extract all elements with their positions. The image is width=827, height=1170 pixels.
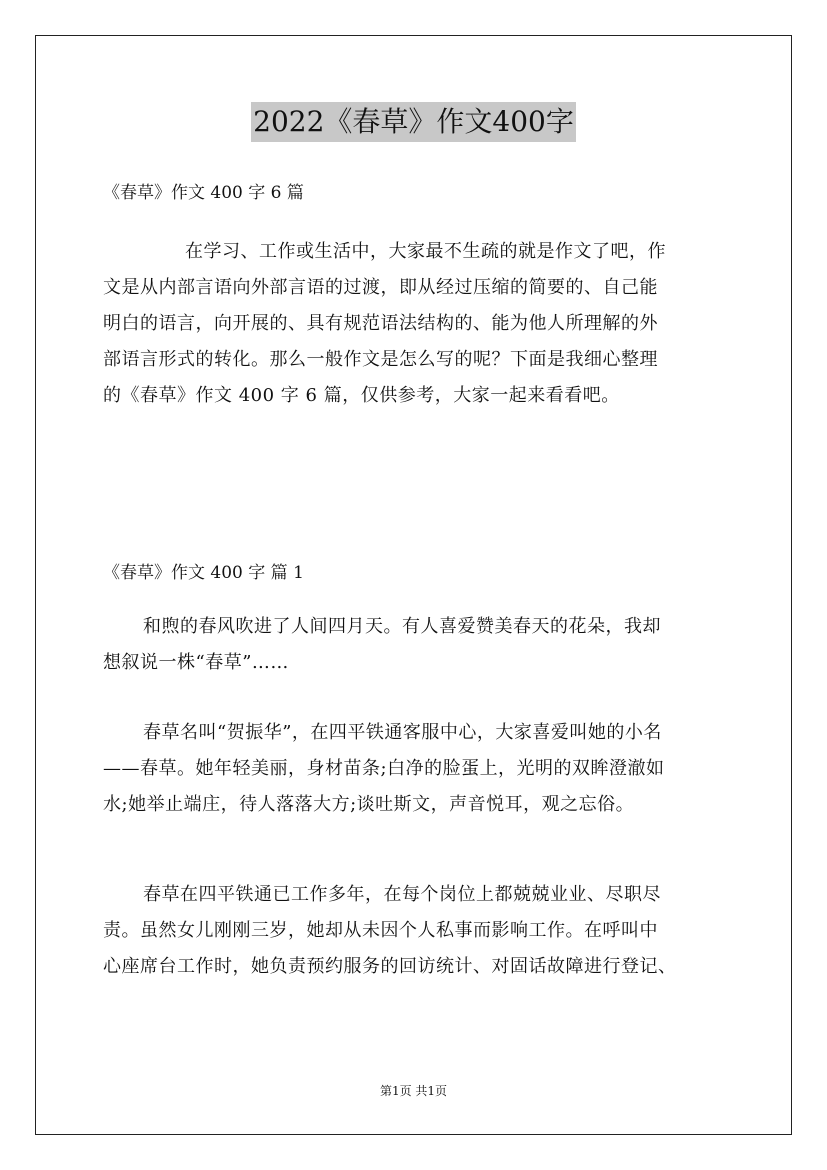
intro-line: 明白的语言，向开展的、具有规范语法结构的、能为他人所理解的外 — [103, 313, 658, 334]
paragraph-line: 春草在四平铁通已工作多年，在每个岗位上都兢兢业业、尽职尽 — [143, 884, 661, 905]
page-footer: 第1页 共1页 — [379, 1084, 448, 1098]
section-paragraph-1 — [103, 609, 730, 681]
paragraph-line: 责。虽然女儿刚刚三岁，她却从未因个人私事而影响工作。在呼叫中 — [103, 920, 658, 941]
paragraph-line: 春草名叫“贺振华”，在四平铁通客服中心，大家喜爱叫她的小名 — [143, 722, 662, 743]
paragraph-line: 水;她举止端庄，待人落落大方;谈吐斯文，声音悦耳，观之忘俗。 — [103, 794, 635, 815]
paragraph-line: 心座席台工作时，她负责预约服务的回访统计、对固话故障进行登记、 — [103, 956, 677, 977]
document-title: 2022《春草》作文400字 — [251, 102, 576, 142]
paragraph-line: 和煦的春风吹进了人间四月天。有人喜爱赞美春天的花朵，我却 — [143, 616, 661, 637]
paragraph-line: 想叙说一株“春草”…… — [103, 652, 289, 673]
document-subtitle: 《春草》作文 400 字 6 篇 — [103, 183, 304, 203]
document-title-wrap — [0, 102, 827, 142]
section-paragraph-3 — [103, 877, 730, 985]
intro-line: 的《春草》作文 400 字 6 篇，仅供参考，大家一起来看看吧。 — [103, 385, 620, 406]
intro-paragraph — [103, 234, 730, 414]
intro-line: 在学习、工作或生活中，大家最不生疏的就是作文了吧，作 — [185, 241, 666, 262]
section-paragraph-2 — [103, 715, 730, 823]
section-heading: 《春草》作文 400 字 篇 1 — [103, 563, 304, 583]
intro-line: 部语言形式的转化。那么一般作文是怎么写的呢？下面是我细心整理 — [103, 349, 658, 370]
intro-line: 文是从内部言语向外部言语的过渡，即从经过压缩的简要的、自己能 — [103, 277, 658, 298]
paragraph-line: ——春草。她年轻美丽，身材苗条;白净的脸蛋上，光明的双眸澄澈如 — [103, 758, 665, 779]
